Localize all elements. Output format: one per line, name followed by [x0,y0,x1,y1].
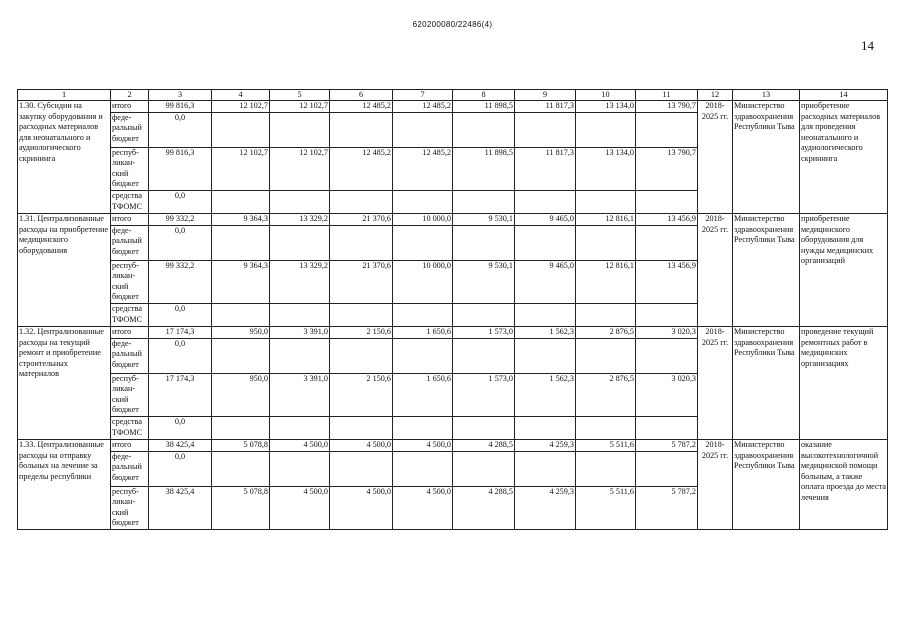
table-row [18,101,888,113]
amount-cell: 13 329,2 [270,213,330,225]
amount-cell: 12 485,2 [330,147,393,190]
amount-cell: 21 370,6 [330,260,393,303]
header-row [18,90,888,101]
column-number: 2 [111,90,149,101]
amount-cell [212,451,270,486]
amount-cell: 1 650,6 [393,326,453,338]
funding-source: респуб-ликан-ский бюджет [111,260,149,303]
amount-cell: 1 562,3 [515,373,576,416]
expected-result: приобретение медицинского оборудования для нужды медицинских организаций [800,213,888,326]
funding-source: средства ТФОМС [111,416,149,439]
amount-cell: 99 816,3 [149,147,212,190]
amount-cell: 9 364,3 [212,260,270,303]
column-number: 11 [636,90,698,101]
amount-cell: 13 456,9 [636,213,698,225]
funding-source: феде-ральный бюджет [111,338,149,373]
amount-cell [515,303,576,326]
amount-cell [393,338,453,373]
amount-cell: 0,0 [149,112,212,147]
expected-result: приобретение расходных материалов для проведения неонатального и аудиологического скрининга [800,101,888,214]
table-row [18,326,888,338]
amount-cell: 0,0 [149,303,212,326]
amount-cell [453,190,515,213]
amount-cell: 3 391,0 [270,326,330,338]
amount-cell: 3 020,3 [636,373,698,416]
amount-cell [576,451,636,486]
amount-cell: 17 174,3 [149,326,212,338]
amount-cell [515,338,576,373]
amount-cell [576,190,636,213]
funding-source: респуб-ликан-ский бюджет [111,373,149,416]
amount-cell: 10 000,0 [393,213,453,225]
amount-cell: 99 332,2 [149,260,212,303]
amount-cell [576,338,636,373]
amount-cell [330,303,393,326]
amount-cell: 5 078,8 [212,486,270,529]
table-row [18,439,888,451]
amount-cell [393,303,453,326]
amount-cell: 1 650,6 [393,373,453,416]
amount-cell [212,303,270,326]
funding-source: феде-ральный бюджет [111,225,149,260]
amount-cell [330,225,393,260]
amount-cell: 0,0 [149,416,212,439]
funding-source: феде-ральный бюджет [111,112,149,147]
amount-cell [576,112,636,147]
amount-cell: 9 530,1 [453,213,515,225]
funding-source: средства ТФОМС [111,303,149,326]
amount-cell: 4 500,0 [393,439,453,451]
table-body [18,90,888,530]
amount-cell [576,303,636,326]
amount-cell [636,303,698,326]
amount-cell [330,416,393,439]
expected-result: оказание высокотехнологичной медицинской помощи больным, а также оплата проезда до места лечения [800,439,888,529]
amount-cell [212,338,270,373]
amount-cell: 5 078,8 [212,439,270,451]
amount-cell [212,112,270,147]
column-number: 13 [733,90,800,101]
measure-title: 1.30. Субсидии на закупку оборудования и расходных материалов для неонатального и аудиологического скрининга [18,101,111,214]
amount-cell: 11 817,3 [515,101,576,113]
funding-source: итого [111,439,149,451]
amount-cell: 12 485,2 [330,101,393,113]
column-number: 1 [18,90,111,101]
column-number: 10 [576,90,636,101]
amount-cell: 12 102,7 [270,101,330,113]
amount-cell [212,190,270,213]
amount-cell: 4 288,5 [453,486,515,529]
amount-cell: 13 790,7 [636,101,698,113]
amount-cell [636,451,698,486]
amount-cell [393,225,453,260]
amount-cell [453,112,515,147]
measure-title: 1.31. Централизованные расходы на приобретение медицинского оборудования [18,213,111,326]
amount-cell: 4 500,0 [330,486,393,529]
amount-cell: 9 364,3 [212,213,270,225]
amount-cell [270,112,330,147]
table-row [18,213,888,225]
amount-cell: 13 134,0 [576,147,636,190]
amount-cell: 950,0 [212,373,270,416]
expected-result: проведение текущий ремонтных работ в медицинских организациях [800,326,888,439]
amount-cell [393,112,453,147]
funding-source: феде-ральный бюджет [111,451,149,486]
amount-cell [212,416,270,439]
measure-title: 1.33. Централизованные расходы на отправку больных на лечение за пределы республики [18,439,111,529]
amount-cell [270,451,330,486]
amount-cell: 4 500,0 [270,486,330,529]
funding-source: итого [111,326,149,338]
amount-cell: 12 102,7 [270,147,330,190]
amount-cell: 13 790,7 [636,147,698,190]
amount-cell: 38 425,4 [149,486,212,529]
column-number: 5 [270,90,330,101]
amount-cell: 3 391,0 [270,373,330,416]
column-number: 4 [212,90,270,101]
amount-cell [212,225,270,260]
amount-cell [636,225,698,260]
amount-cell: 4 500,0 [393,486,453,529]
responsible-executor: Министерство здравоохранения Республики Тыва [733,326,800,439]
amount-cell: 4 259,3 [515,486,576,529]
amount-cell: 13 134,0 [576,101,636,113]
amount-cell: 5 787,2 [636,486,698,529]
amount-cell: 38 425,4 [149,439,212,451]
amount-cell: 1 562,3 [515,326,576,338]
measure-title: 1.32. Централизованные расходы на текущий ремонт и приобретение строительных материалов [18,326,111,439]
amount-cell [636,112,698,147]
amount-cell [636,416,698,439]
responsible-executor: Министерство здравоохранения Республики Тыва [733,101,800,214]
amount-cell: 0,0 [149,451,212,486]
amount-cell: 12 102,7 [212,147,270,190]
implementation-period: 2018-2025 гг. [698,213,733,326]
amount-cell [515,190,576,213]
funding-source: респуб-ликан-ский бюджет [111,486,149,529]
funding-source: респуб-ликан-ский бюджет [111,147,149,190]
amount-cell: 13 456,9 [636,260,698,303]
column-number: 8 [453,90,515,101]
amount-cell: 3 020,3 [636,326,698,338]
amount-cell: 0,0 [149,338,212,373]
amount-cell [515,112,576,147]
column-number: 6 [330,90,393,101]
amount-cell [330,338,393,373]
budget-table [17,89,888,530]
amount-cell [576,416,636,439]
responsible-executor: Министерство здравоохранения Республики Тыва [733,439,800,529]
amount-cell [453,338,515,373]
funding-source: средства ТФОМС [111,190,149,213]
implementation-period: 2018-2025 гг. [698,326,733,439]
amount-cell [393,451,453,486]
amount-cell: 4 500,0 [270,439,330,451]
amount-cell: 2 876,5 [576,373,636,416]
amount-cell: 4 500,0 [330,439,393,451]
amount-cell: 4 288,5 [453,439,515,451]
responsible-executor: Министерство здравоохранения Республики Тыва [733,213,800,326]
amount-cell: 5 787,2 [636,439,698,451]
amount-cell [576,225,636,260]
amount-cell: 12 816,1 [576,213,636,225]
amount-cell: 0,0 [149,225,212,260]
amount-cell: 12 816,1 [576,260,636,303]
amount-cell: 11 817,3 [515,147,576,190]
column-number: 9 [515,90,576,101]
amount-cell [515,225,576,260]
amount-cell [515,416,576,439]
amount-cell: 21 370,6 [330,213,393,225]
amount-cell [330,190,393,213]
amount-cell: 2 876,5 [576,326,636,338]
amount-cell: 4 259,3 [515,439,576,451]
amount-cell: 10 000,0 [393,260,453,303]
amount-cell [453,451,515,486]
amount-cell [453,303,515,326]
page-number: 14 [861,38,874,53]
amount-cell: 9 530,1 [453,260,515,303]
amount-cell [393,416,453,439]
amount-cell: 11 898,5 [453,101,515,113]
amount-cell: 11 898,5 [453,147,515,190]
amount-cell: 5 511,6 [576,486,636,529]
funding-source: итого [111,101,149,113]
amount-cell [453,416,515,439]
amount-cell [393,190,453,213]
funding-source: итого [111,213,149,225]
amount-cell: 9 465,0 [515,213,576,225]
amount-cell [270,338,330,373]
column-number: 12 [698,90,733,101]
amount-cell [453,225,515,260]
amount-cell: 12 485,2 [393,147,453,190]
amount-cell [515,451,576,486]
amount-cell [270,303,330,326]
amount-cell: 2 150,6 [330,326,393,338]
amount-cell: 9 465,0 [515,260,576,303]
amount-cell: 5 511,6 [576,439,636,451]
amount-cell [636,338,698,373]
amount-cell [270,225,330,260]
amount-cell: 99 332,2 [149,213,212,225]
amount-cell [330,112,393,147]
amount-cell: 0,0 [149,190,212,213]
document-id: 620200080/22486(4) [412,20,493,29]
column-number: 3 [149,90,212,101]
amount-cell: 950,0 [212,326,270,338]
amount-cell [636,190,698,213]
amount-cell: 99 816,3 [149,101,212,113]
amount-cell: 13 329,2 [270,260,330,303]
amount-cell: 17 174,3 [149,373,212,416]
implementation-period: 2018-2025 гг. [698,101,733,214]
amount-cell: 12 102,7 [212,101,270,113]
amount-cell [270,190,330,213]
amount-cell [270,416,330,439]
column-number: 7 [393,90,453,101]
amount-cell [330,451,393,486]
implementation-period: 2018-2025 гг. [698,439,733,529]
amount-cell: 2 150,6 [330,373,393,416]
column-number: 14 [800,90,888,101]
amount-cell: 1 573,0 [453,373,515,416]
amount-cell: 12 485,2 [393,101,453,113]
amount-cell: 1 573,0 [453,326,515,338]
